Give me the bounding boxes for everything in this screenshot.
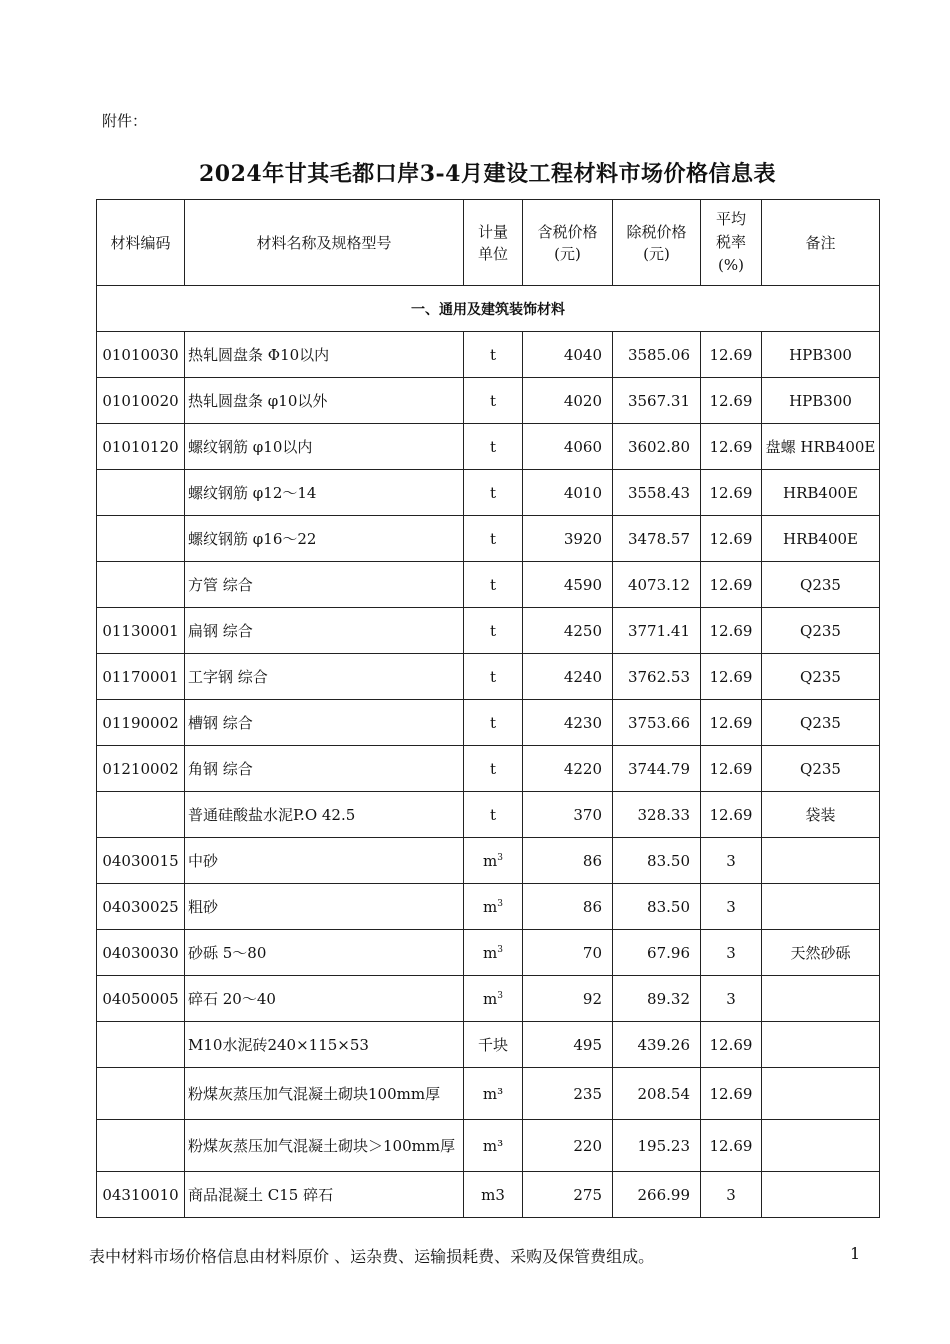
cell-unit	[464, 746, 523, 792]
cell-remark	[762, 1022, 880, 1068]
unit-text: t	[489, 759, 497, 778]
cell-taxed-price: 86	[523, 838, 613, 884]
cell-tax-rate: 12.69	[701, 1022, 762, 1068]
cell-name: 螺纹钢筋 φ10以内	[185, 424, 464, 470]
header-taxed-line1: 含税价格	[537, 222, 598, 241]
table-row	[97, 884, 880, 930]
cell-name: 碎石 20～40	[185, 976, 464, 1022]
cell-untaxed-price: 83.50	[613, 838, 701, 884]
cell-unit	[464, 516, 523, 562]
unit-text: m	[483, 897, 498, 916]
header-untaxed-line2: (元)	[643, 244, 670, 263]
unit-text: t	[489, 483, 497, 502]
unit-text: t	[489, 575, 497, 594]
header-taxed-line2: (元)	[554, 244, 581, 263]
header-code: 材料编码	[97, 200, 185, 286]
unit-superscript: 3	[497, 852, 503, 863]
cell-code: 01190002	[97, 700, 185, 746]
cell-tax-rate: 12.69	[701, 1068, 762, 1120]
cell-unit	[464, 884, 523, 930]
cell-name: 工字钢 综合	[185, 654, 464, 700]
cell-code	[97, 516, 185, 562]
cell-remark: HRB400E	[762, 516, 880, 562]
header-tax-rate	[701, 200, 762, 286]
cell-tax-rate: 12.69	[701, 562, 762, 608]
cell-unit	[464, 608, 523, 654]
cell-name: 砂砾 5～80	[185, 930, 464, 976]
unit-text: t	[489, 529, 497, 548]
cell-taxed-price: 4230	[523, 700, 613, 746]
cell-remark: Q235	[762, 746, 880, 792]
cell-name: 槽钢 综合	[185, 700, 464, 746]
cell-tax-rate: 12.69	[701, 746, 762, 792]
cell-tax-rate: 12.69	[701, 654, 762, 700]
cell-untaxed-price: 3567.31	[613, 378, 701, 424]
cell-name: 粗砂	[185, 884, 464, 930]
unit-text: m3	[481, 1185, 505, 1204]
table-row	[97, 976, 880, 1022]
cell-remark	[762, 1068, 880, 1120]
cell-tax-rate: 12.69	[701, 424, 762, 470]
cell-taxed-price: 4590	[523, 562, 613, 608]
cell-remark	[762, 1172, 880, 1218]
cell-taxed-price: 4240	[523, 654, 613, 700]
table-row	[97, 654, 880, 700]
table-row	[97, 332, 880, 378]
cell-untaxed-price: 3602.80	[613, 424, 701, 470]
table-row	[97, 930, 880, 976]
cell-name: 粉煤灰蒸压加气混凝土砌块100mm厚	[185, 1068, 464, 1120]
cell-untaxed-price: 3585.06	[613, 332, 701, 378]
cell-remark	[762, 884, 880, 930]
cell-taxed-price: 92	[523, 976, 613, 1022]
cell-code: 04310010	[97, 1172, 185, 1218]
header-unit-line1: 计量	[477, 222, 508, 241]
cell-name: 方管 综合	[185, 562, 464, 608]
cell-code	[97, 1022, 185, 1068]
cell-code: 01010120	[97, 424, 185, 470]
cell-tax-rate: 12.69	[701, 378, 762, 424]
cell-unit	[464, 378, 523, 424]
cell-taxed-price: 220	[523, 1120, 613, 1172]
cell-code: 01130001	[97, 608, 185, 654]
cell-taxed-price: 235	[523, 1068, 613, 1120]
cell-tax-rate: 12.69	[701, 608, 762, 654]
cell-unit	[464, 562, 523, 608]
unit-text: m	[483, 943, 498, 962]
cell-remark	[762, 838, 880, 884]
table-row	[97, 838, 880, 884]
cell-taxed-price: 4060	[523, 424, 613, 470]
cell-tax-rate: 3	[701, 1172, 762, 1218]
header-rate-line2: 税率	[715, 233, 746, 251]
unit-text: t	[489, 805, 497, 824]
cell-untaxed-price: 195.23	[613, 1120, 701, 1172]
cell-taxed-price: 4020	[523, 378, 613, 424]
cell-taxed-price: 3920	[523, 516, 613, 562]
cell-code	[97, 562, 185, 608]
header-row	[97, 200, 880, 286]
unit-text: t	[489, 621, 497, 640]
cell-tax-rate: 3	[701, 930, 762, 976]
cell-taxed-price: 70	[523, 930, 613, 976]
header-untaxed-line1: 除税价格	[626, 222, 687, 241]
table-row	[97, 378, 880, 424]
cell-untaxed-price: 328.33	[613, 792, 701, 838]
table-row	[97, 1172, 880, 1218]
unit-text: t	[489, 391, 497, 410]
cell-remark	[762, 976, 880, 1022]
section-title: 一、通用及建筑装饰材料	[97, 286, 880, 332]
cell-taxed-price: 4250	[523, 608, 613, 654]
cell-tax-rate: 12.69	[701, 792, 762, 838]
cell-remark: Q235	[762, 608, 880, 654]
header-rate-line1: 平均	[715, 210, 746, 228]
cell-untaxed-price: 439.26	[613, 1022, 701, 1068]
cell-name: 粉煤灰蒸压加气混凝土砌块＞100mm厚	[185, 1120, 464, 1172]
cell-code	[97, 1120, 185, 1172]
cell-untaxed-price: 266.99	[613, 1172, 701, 1218]
cell-remark: Q235	[762, 700, 880, 746]
cell-name: M10水泥砖240×115×53	[185, 1022, 464, 1068]
cell-unit	[464, 1120, 523, 1172]
cell-unit	[464, 838, 523, 884]
cell-untaxed-price: 3753.66	[613, 700, 701, 746]
table-row	[97, 1068, 880, 1120]
cell-unit	[464, 792, 523, 838]
cell-tax-rate: 3	[701, 884, 762, 930]
table-row	[97, 792, 880, 838]
cell-taxed-price: 4010	[523, 470, 613, 516]
cell-code: 01010020	[97, 378, 185, 424]
table-row	[97, 746, 880, 792]
cell-taxed-price: 4220	[523, 746, 613, 792]
table-row	[97, 470, 880, 516]
cell-remark: 天然砂砾	[762, 930, 880, 976]
cell-unit	[464, 700, 523, 746]
unit-text: m³	[482, 1136, 504, 1155]
cell-unit	[464, 654, 523, 700]
cell-tax-rate: 12.69	[701, 700, 762, 746]
cell-code: 01010030	[97, 332, 185, 378]
cell-remark: HPB300	[762, 332, 880, 378]
cell-unit	[464, 976, 523, 1022]
cell-untaxed-price: 3558.43	[613, 470, 701, 516]
cell-name: 螺纹钢筋 φ16～22	[185, 516, 464, 562]
cell-untaxed-price: 67.96	[613, 930, 701, 976]
cell-remark	[762, 1120, 880, 1172]
cell-untaxed-price: 89.32	[613, 976, 701, 1022]
cell-remark: Q235	[762, 654, 880, 700]
unit-text: t	[489, 667, 497, 686]
page-number: 1	[850, 1244, 861, 1263]
attachment-label: 附件：	[102, 112, 148, 130]
cell-tax-rate: 3	[701, 976, 762, 1022]
unit-text: t	[489, 345, 497, 364]
cell-code: 04050005	[97, 976, 185, 1022]
cell-taxed-price: 495	[523, 1022, 613, 1068]
unit-text: 千块	[477, 1036, 508, 1054]
cell-name: 螺纹钢筋 φ12～14	[185, 470, 464, 516]
cell-code: 01210002	[97, 746, 185, 792]
cell-tax-rate: 3	[701, 838, 762, 884]
table-row	[97, 562, 880, 608]
cell-code	[97, 1068, 185, 1120]
unit-superscript: 3	[497, 990, 503, 1001]
header-taxed-price	[523, 200, 613, 286]
cell-name: 扁钢 综合	[185, 608, 464, 654]
cell-code: 04030030	[97, 930, 185, 976]
cell-untaxed-price: 83.50	[613, 884, 701, 930]
table-row	[97, 1120, 880, 1172]
header-name: 材料名称及规格型号	[185, 200, 464, 286]
unit-text: m³	[482, 1084, 504, 1103]
cell-untaxed-price: 3478.57	[613, 516, 701, 562]
cell-unit	[464, 1022, 523, 1068]
footer-note: 表中材料市场价格信息由材料原价 、运杂费、运输损耗费、采购及保管费组成。	[89, 1247, 655, 1266]
cell-untaxed-price: 3762.53	[613, 654, 701, 700]
table-row	[97, 1022, 880, 1068]
table-row	[97, 608, 880, 654]
cell-unit	[464, 1068, 523, 1120]
cell-name: 中砂	[185, 838, 464, 884]
header-remark: 备注	[762, 200, 880, 286]
cell-code: 04030015	[97, 838, 185, 884]
cell-taxed-price: 370	[523, 792, 613, 838]
cell-name: 商品混凝土 C15 碎石	[185, 1172, 464, 1218]
table-row	[97, 424, 880, 470]
cell-name: 热轧圆盘条 Φ10以内	[185, 332, 464, 378]
cell-tax-rate: 12.69	[701, 332, 762, 378]
header-rate-line3: (%)	[718, 256, 744, 274]
cell-code: 04030025	[97, 884, 185, 930]
cell-unit	[464, 930, 523, 976]
cell-remark: Q235	[762, 562, 880, 608]
cell-tax-rate: 12.69	[701, 1120, 762, 1172]
cell-code: 01170001	[97, 654, 185, 700]
unit-text: m	[483, 989, 498, 1008]
unit-text: t	[489, 713, 497, 732]
cell-untaxed-price: 3771.41	[613, 608, 701, 654]
table-row	[97, 700, 880, 746]
unit-text: t	[489, 437, 497, 456]
cell-untaxed-price: 3744.79	[613, 746, 701, 792]
unit-superscript: 3	[497, 944, 503, 955]
cell-code	[97, 792, 185, 838]
unit-superscript: 3	[497, 898, 503, 909]
cell-name: 角钢 综合	[185, 746, 464, 792]
cell-untaxed-price: 208.54	[613, 1068, 701, 1120]
cell-unit	[464, 424, 523, 470]
cell-taxed-price: 86	[523, 884, 613, 930]
cell-taxed-price: 4040	[523, 332, 613, 378]
cell-remark: HRB400E	[762, 470, 880, 516]
unit-text: m	[483, 851, 498, 870]
cell-unit	[464, 332, 523, 378]
cell-unit	[464, 1172, 523, 1218]
cell-unit	[464, 470, 523, 516]
header-unit-line2: 单位	[477, 244, 508, 263]
cell-tax-rate: 12.69	[701, 470, 762, 516]
header-untaxed-price	[613, 200, 701, 286]
header-unit	[464, 200, 523, 286]
cell-code	[97, 470, 185, 516]
cell-remark: 盘螺 HRB400E	[762, 424, 880, 470]
table-row	[97, 516, 880, 562]
cell-untaxed-price: 4073.12	[613, 562, 701, 608]
cell-name: 热轧圆盘条 φ10以外	[185, 378, 464, 424]
cell-tax-rate: 12.69	[701, 516, 762, 562]
price-table	[96, 199, 880, 1218]
cell-remark: HPB300	[762, 378, 880, 424]
cell-name: 普通硅酸盐水泥P.O 42.5	[185, 792, 464, 838]
section-row	[97, 286, 880, 332]
cell-taxed-price: 275	[523, 1172, 613, 1218]
page-title: 2024年甘其毛都口岸3-4月建设工程材料市场价格信息表	[199, 161, 776, 187]
cell-remark: 袋装	[762, 792, 880, 838]
